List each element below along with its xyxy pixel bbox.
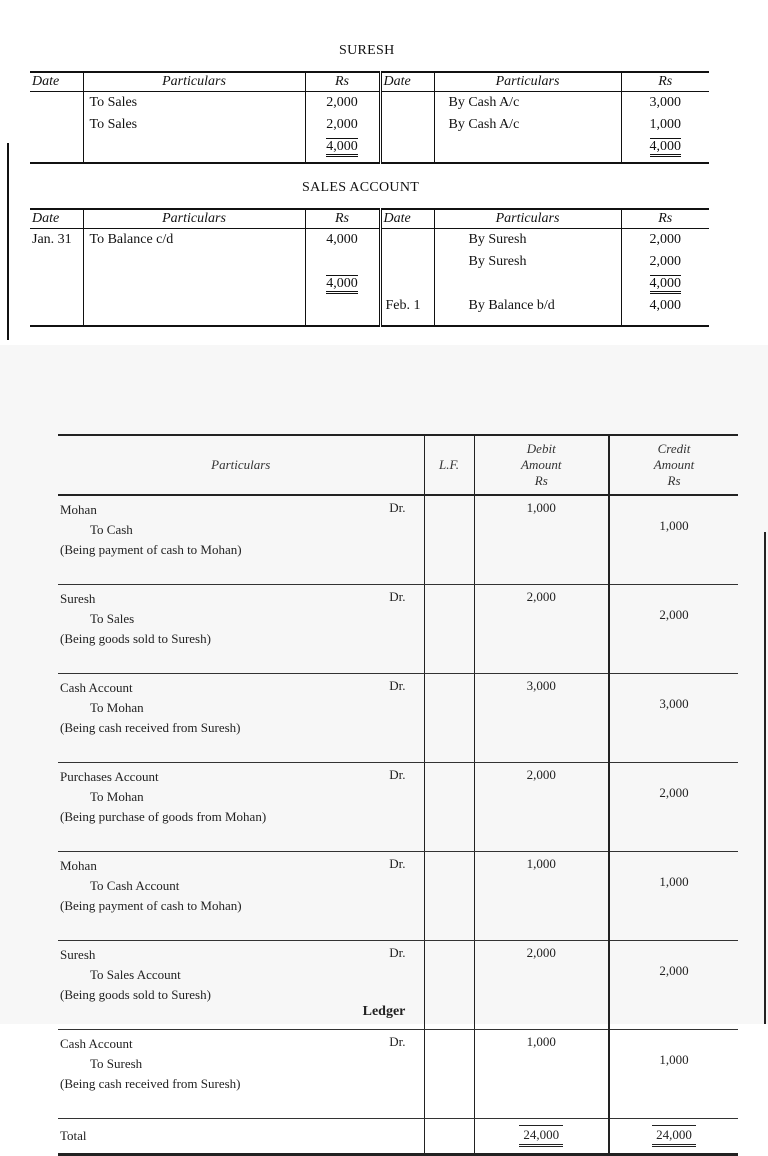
entry-narration: (Being cash received from Suresh)	[60, 1076, 241, 1091]
balance-date: Feb. 1	[385, 298, 421, 313]
debit-date-cell	[30, 92, 83, 164]
debit-particular: To Sales	[89, 117, 138, 132]
entry-credit-amount: 1,000	[609, 852, 738, 941]
header-date: Date	[380, 72, 434, 92]
header-date: Date	[380, 209, 434, 229]
entry-narration: (Being goods sold to Suresh)	[60, 987, 211, 1002]
credit-total: 4,000	[650, 138, 682, 157]
journal-entry	[58, 852, 738, 941]
credit-amount: 2,000	[649, 254, 681, 269]
journal-total-row	[58, 1119, 738, 1155]
journal-entry	[58, 1030, 738, 1119]
debit-amount-cell	[305, 92, 380, 164]
entry-credit-amount: 3,000	[609, 674, 738, 763]
entry-credit-amount: 2,000	[609, 585, 738, 674]
entry-particulars	[58, 495, 424, 585]
debit-header-line: Debit	[526, 441, 556, 456]
journal-header-debit	[474, 435, 609, 495]
entry-credit-amount: 1,000	[609, 1030, 738, 1119]
journal-entry	[58, 585, 738, 674]
total-credit-cell	[609, 1119, 738, 1155]
debit-total: 4,000	[326, 275, 358, 294]
entry-debit-amount: 1,000	[474, 852, 609, 941]
credit-date-cell	[380, 229, 434, 327]
dr-label: Dr.	[389, 856, 406, 871]
credit-amount: 3,000	[649, 95, 681, 110]
entry-credit-amount: 2,000	[609, 763, 738, 852]
total-label: Total	[58, 1119, 424, 1155]
total-lf	[424, 1119, 474, 1155]
entry-credit-account: To Cash	[90, 522, 133, 537]
entry-credit-account: To Suresh	[90, 1056, 143, 1071]
dr-label: Dr.	[389, 500, 406, 515]
header-rs: Rs	[305, 209, 380, 229]
debit-date-cell	[30, 229, 83, 327]
right-margin-bar	[764, 532, 766, 1024]
entry-lf	[424, 585, 474, 674]
credit-particulars-cell	[434, 229, 621, 327]
suresh-account-title: SURESH	[339, 43, 395, 58]
balance-particular: By Balance b/d	[468, 298, 555, 313]
total-debit-cell	[474, 1119, 609, 1155]
credit-amount: 1,000	[649, 117, 681, 132]
entry-debit-account: Mohan	[60, 502, 97, 517]
entry-narration: (Being goods sold to Suresh)	[60, 631, 211, 646]
entry-particulars	[58, 1030, 424, 1119]
left-margin-bar	[7, 143, 9, 340]
journal-header-credit	[609, 435, 738, 495]
journal-entry	[58, 495, 738, 585]
header-rs: Rs	[305, 72, 380, 92]
entry-lf	[424, 495, 474, 585]
entry-lf	[424, 1030, 474, 1119]
entry-lf	[424, 674, 474, 763]
debit-amount-cell	[305, 229, 380, 327]
header-date: Date	[30, 72, 83, 92]
entry-credit-amount: 2,000	[609, 941, 738, 1030]
entry-credit-account: To Sales	[90, 611, 135, 626]
header-particulars: Particulars	[83, 209, 305, 229]
entry-debit-account: Suresh	[60, 591, 96, 606]
debit-amount: 2,000	[326, 95, 358, 110]
debit-particular: To Balance c/d	[89, 232, 174, 247]
entry-narration: (Being payment of cash to Mohan)	[60, 898, 242, 913]
entry-debit-amount: 3,000	[474, 674, 609, 763]
dr-label: Dr.	[389, 945, 406, 960]
journal-entry	[58, 674, 738, 763]
debit-amount: 2,000	[326, 117, 358, 132]
entry-credit-account: To Mohan	[90, 700, 144, 715]
balance-amount: 4,000	[649, 298, 681, 313]
header-date: Date	[30, 209, 83, 229]
journal-table	[58, 434, 738, 1156]
ledger-accounts-section	[0, 0, 768, 345]
sales-account-table	[30, 208, 709, 327]
entry-debit-amount: 2,000	[474, 763, 609, 852]
debit-header-line: Rs	[534, 473, 548, 488]
credit-amount: 2,000	[649, 232, 681, 247]
suresh-account-table	[30, 71, 709, 164]
dr-label: Dr.	[389, 767, 406, 782]
entry-debit-amount: 2,000	[474, 585, 609, 674]
credit-particular: By Cash A/c	[448, 95, 520, 110]
entry-narration: (Being payment of cash to Mohan)	[60, 542, 242, 557]
journal-header-particulars: Particulars	[58, 435, 424, 495]
entry-particulars	[58, 674, 424, 763]
credit-amount-cell	[621, 229, 709, 327]
dr-label: Dr.	[389, 589, 406, 604]
debit-amount: 4,000	[326, 232, 358, 247]
journal-entry	[58, 763, 738, 852]
total-debit: 24,000	[519, 1125, 563, 1147]
entry-particulars	[58, 763, 424, 852]
entry-debit-amount: 2,000	[474, 941, 609, 1030]
header-rs: Rs	[621, 209, 709, 229]
dr-label: Dr.	[389, 678, 406, 693]
credit-amount-cell	[621, 92, 709, 164]
entry-credit-account: To Sales Account	[90, 967, 181, 982]
entry-particulars	[58, 852, 424, 941]
credit-header-line: Amount	[653, 457, 695, 472]
debit-particulars-cell	[83, 229, 305, 327]
header-particulars: Particulars	[434, 72, 621, 92]
credit-total: 4,000	[650, 275, 682, 294]
credit-date-cell	[380, 92, 434, 164]
credit-header-line: Credit	[657, 441, 691, 456]
journal-header-lf: L.F.	[424, 435, 474, 495]
entry-credit-account: To Cash Account	[90, 878, 180, 893]
sales-account-title: SALES ACCOUNT	[302, 180, 420, 195]
entry-debit-account: Mohan	[60, 858, 97, 873]
entry-credit-amount: 1,000	[609, 495, 738, 585]
credit-particulars-cell	[434, 92, 621, 164]
entry-particulars	[58, 585, 424, 674]
debit-date: Jan. 31	[32, 232, 72, 247]
credit-particular: By Suresh	[468, 232, 527, 247]
total-credit: 24,000	[652, 1125, 696, 1147]
credit-particular: By Cash A/c	[448, 117, 520, 132]
header-rs: Rs	[621, 72, 709, 92]
entry-debit-amount: 1,000	[474, 495, 609, 585]
debit-particular: To Sales	[89, 95, 138, 110]
entry-debit-amount: 1,000	[474, 1030, 609, 1119]
entry-debit-account: Purchases Account	[60, 769, 159, 784]
header-particulars: Particulars	[434, 209, 621, 229]
entry-narration: (Being purchase of goods from Mohan)	[60, 809, 267, 824]
debit-header-line: Amount	[521, 457, 562, 472]
entry-debit-account: Suresh	[60, 947, 96, 962]
credit-particular: By Suresh	[468, 254, 527, 269]
credit-header-line: Rs	[667, 473, 681, 488]
entry-debit-account: Cash Account	[60, 680, 133, 695]
debit-total: 4,000	[326, 138, 358, 157]
dr-label: Dr.	[389, 1034, 406, 1049]
entry-credit-account: To Mohan	[90, 789, 144, 804]
debit-particulars-cell	[83, 92, 305, 164]
entry-lf	[424, 763, 474, 852]
figure-caption: Ledger	[362, 1004, 406, 1019]
entry-narration: (Being cash received from Suresh)	[60, 720, 241, 735]
header-particulars: Particulars	[83, 72, 305, 92]
entry-debit-account: Cash Account	[60, 1036, 133, 1051]
entry-lf	[424, 852, 474, 941]
